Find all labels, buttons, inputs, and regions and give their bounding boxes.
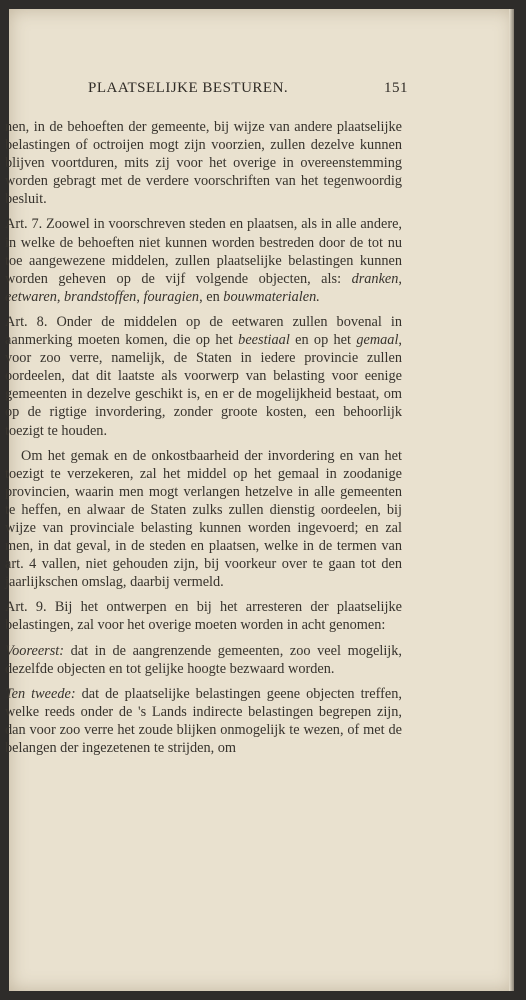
text-run: ,	[136, 288, 144, 305]
italic-term: Vooreerst:	[5, 642, 65, 659]
text-run: ,	[398, 270, 402, 287]
italic-term: dranken	[351, 270, 399, 287]
paragraph-tentweede	[5, 685, 402, 757]
text-run: ,	[56, 288, 65, 305]
italic-term: beestiaal	[238, 332, 290, 349]
paragraph-art9	[5, 598, 402, 634]
text-run: en op het	[289, 332, 357, 349]
text-run: Om het gemak en de onkostbaarheid der invordering en van het toezigt te verzekeren, zal het middel op het gemaal in zoodanige provincien, waarin men mogt verlangen hetzelve in alle gemeenten te heffen, en alwaar de Staten zulks zullen dienstig oordeelen, bij wijze van provinciale belasting kunnen worden ingevoerd; en zal men, in dat geval, in de steden en plaatsen, welke in de termen van art. 4 vallen, niet gehouden zijn, bij voorkeur over te gaan tot den jaarlijkschen omslag, daarbij vermeld.	[5, 447, 402, 591]
text-run: , en	[199, 288, 224, 305]
text-run: dat de plaatselijke belastingen geene objecten treffen, welke reeds onder de 's Lands indirecte belastingen begrepen zijn, dan voor zoo verre het zoude blijken onmogelijk te wezen, of met de belangen der ingezetenen te strijden, om	[5, 685, 402, 756]
italic-term: eetwaren	[5, 288, 57, 305]
text-run: Art. 8. Onder de middelen op de eetwaren zullen bovenal in aanmerking moeten komen, die op het	[5, 313, 402, 349]
italic-term: bouwmaterialen.	[223, 288, 320, 305]
text-run: Art. 7. Zoowel in voorschreven steden en plaatsen, als in alle andere, in welke de behoeften niet kunnen worden bestreden door de tot nu toe aangewezene middelen, zullen plaatselijke belastingen kunnen worden geheven op de vijf volgende objecten, als:	[5, 216, 402, 287]
italic-term: gemaal	[356, 332, 399, 349]
italic-term: Ten tweede:	[5, 685, 76, 702]
text-run: , voor zoo verre, namelijk, de Staten in iedere provincie zullen oordeelen, dat dit laatste als voorwerp van belasting voor eenige gemeenten in dezelve geschikt is, en er de mogelijkheid bestaat, om op de rigtige invordering, zonder groote kosten, een behoorlijk toezigt te houden.	[5, 332, 402, 439]
paragraph-art8a	[5, 313, 402, 440]
text-run: nen, in de behoeften der gemeente, bij wijze van andere plaatselijke belastingen of octroijen mogt zijn voorzien, zullen dezelve kunnen blijven voortduren, mits zij voor het overige in overeenstemming worden gebragt met de verdere voorschriften van het tegenwoordig besluit.	[5, 119, 402, 208]
page-number: 151	[384, 80, 408, 96]
paragraph-art7	[5, 215, 402, 305]
text-run: Art. 9. Bij het ontwerpen en bij het arresteren der plaatselijke belastingen, zal voor het overige moeten worden in acht genomen:	[5, 599, 402, 634]
body-text	[5, 118, 402, 764]
paragraph-art8b	[5, 447, 402, 592]
paragraph-p0	[5, 118, 402, 208]
running-title: PLAATSELIJKE BESTUREN.	[88, 80, 289, 96]
paragraph-vooreerst	[5, 642, 402, 678]
running-header	[88, 80, 408, 97]
italic-term: brandstoffen	[64, 288, 137, 305]
text-run: dat in de aangrenzende gemeenten, zoo veel mogelijk, dezelfde objecten en tot gelijke hoogte bezwaard worden.	[5, 642, 402, 677]
italic-term: fouragien	[143, 288, 200, 305]
